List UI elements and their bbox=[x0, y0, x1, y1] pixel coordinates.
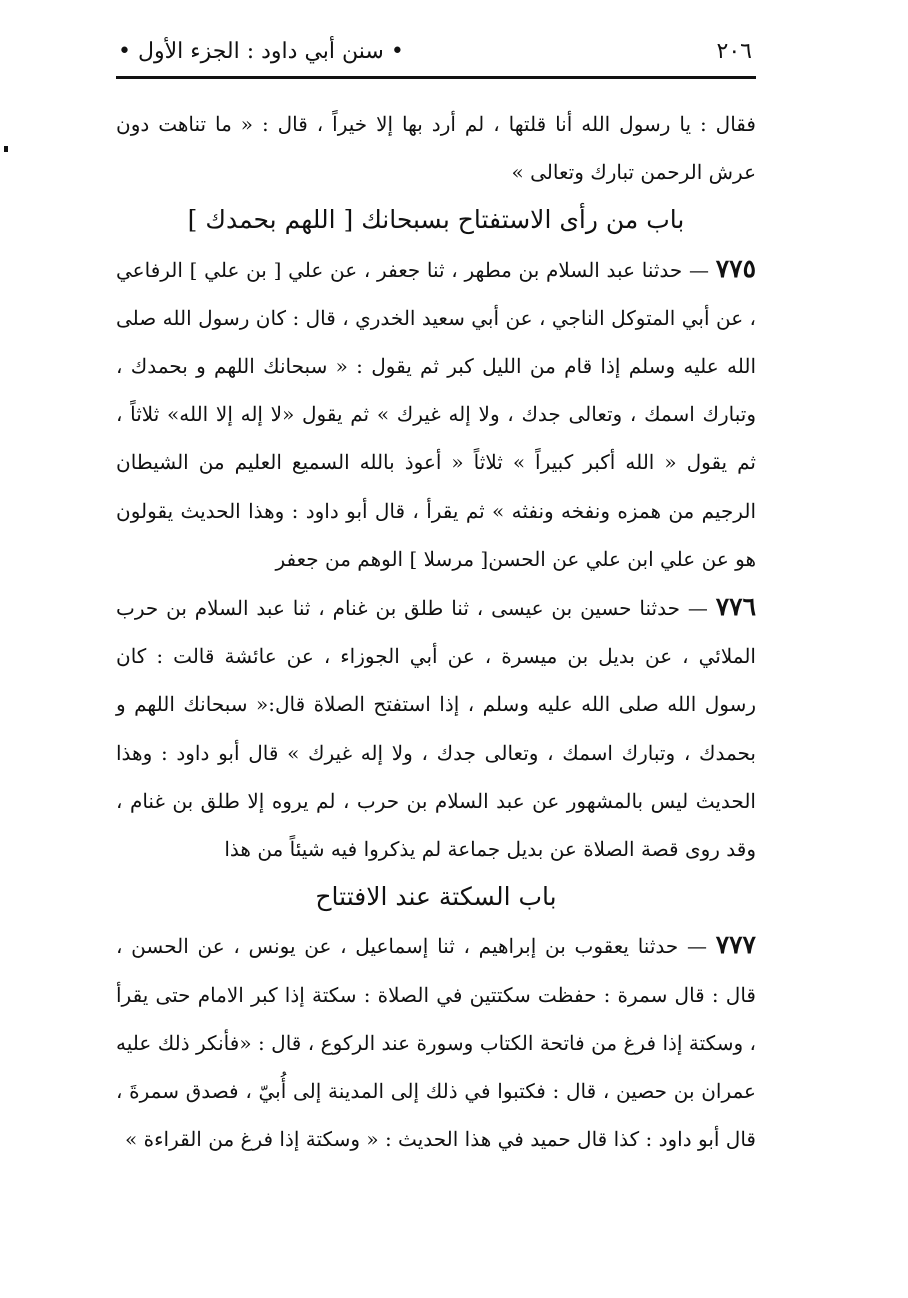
intro-paragraph: فقال : يا رسول الله أنا قلتها ، لم أرد بها إلا خيراً ، قال : « ما تناهت دون عرش الرحمن تبارك وتعالى » bbox=[116, 112, 756, 185]
chapter-heading-sakta: باب السكتة عند الافتتاح bbox=[315, 882, 557, 912]
page-header bbox=[118, 30, 752, 72]
hadith-number: ٧٧٦ bbox=[715, 592, 757, 622]
running-title: • سنن أبي داود : الجزء الأول • bbox=[118, 38, 404, 64]
page-number: ٢٠٦ bbox=[716, 38, 752, 64]
hadith-text: — حدثنا يعقوب بن إبراهيم ، ثنا إسماعيل ، عن يونس ، عن الحسن ، قال : قال سمرة : حفظت سكتتين في الصلاة : سكتة إذا كبر الامام حتى يقرأ ، وسكتة إذا فرغ من فاتحة الكتاب وسورة عند الركوع ، قال : «فأنكر ذلك عليه عمران بن حصين ، قال : فكتبوا في ذلك إلى المدينة إلى أُبيّ ، فصدق سمرةَ ، قال أبو داود : كذا قال حميد في هذا الحديث : « وسكتة إذا فرغ من القراءة » bbox=[116, 934, 756, 1152]
chapter-heading-istiftah: باب من رأى الاستفتاح بسبحانك [ اللهم بحمدك ] bbox=[187, 205, 685, 235]
page-body bbox=[116, 100, 756, 1163]
hadith-number: ٧٧٧ bbox=[715, 930, 756, 960]
hadith-777 bbox=[116, 921, 756, 1163]
hadith-text: — حدثنا عبد السلام بن مطهر ، ثنا جعفر ، عن علي [ بن علي ] الرفاعي ، عن أبي المتوكل الناجي ، عن أبي سعيد الخدري ، قال : كان رسول الله صلى الله عليه وسلم إذا قام من الليل كبر ثم يقول : « سبحانك اللهم و بحمدك ، وتبارك اسمك ، وتعالى جدك ، ولا إله غيرك » ثم يقول «لا إله إلا الله» ثلاثاً ، ثم يقول « الله أكبر كبيراً » ثلاثاً « أعوذ بالله السميع العليم من الشيطان الرجيم من همزه ونفخه ونفثه » ثم يقرأ ، قال أبو داود : وهذا الحديث يقولون هو عن علي ابن علي عن الحسن[ مرسلا ] الوهم من جعفر bbox=[116, 257, 756, 571]
header-rule bbox=[116, 76, 756, 79]
hadith-775 bbox=[116, 245, 756, 583]
hadith-number: ٧٧٥ bbox=[715, 253, 757, 283]
hadith-text: — حدثنا حسين بن عيسى ، ثنا طلق بن غنام ، ثنا عبد السلام بن حرب الملائي ، عن بديل بن ميسرة ، عن أبي الجوزاء ، عن عائشة قالت : كان رسول الله صلى الله عليه وسلم ، إذا استفتح الصلاة قال:« سبحانك اللهم و بحمدك ، وتبارك اسمك ، وتعالى جدك ، ولا إله غيرك » قال أبو داود : وهذا الحديث ليس بالمشهور عن عبد السلام بن حرب ، لم يروه إلا طلق بن غنام ، وقد روى قصة الصلاة عن بديل جماعة لم يذكروا فيه شيئاً من هذا bbox=[116, 596, 756, 862]
margin-mark bbox=[4, 146, 8, 152]
hadith-776 bbox=[116, 583, 756, 873]
